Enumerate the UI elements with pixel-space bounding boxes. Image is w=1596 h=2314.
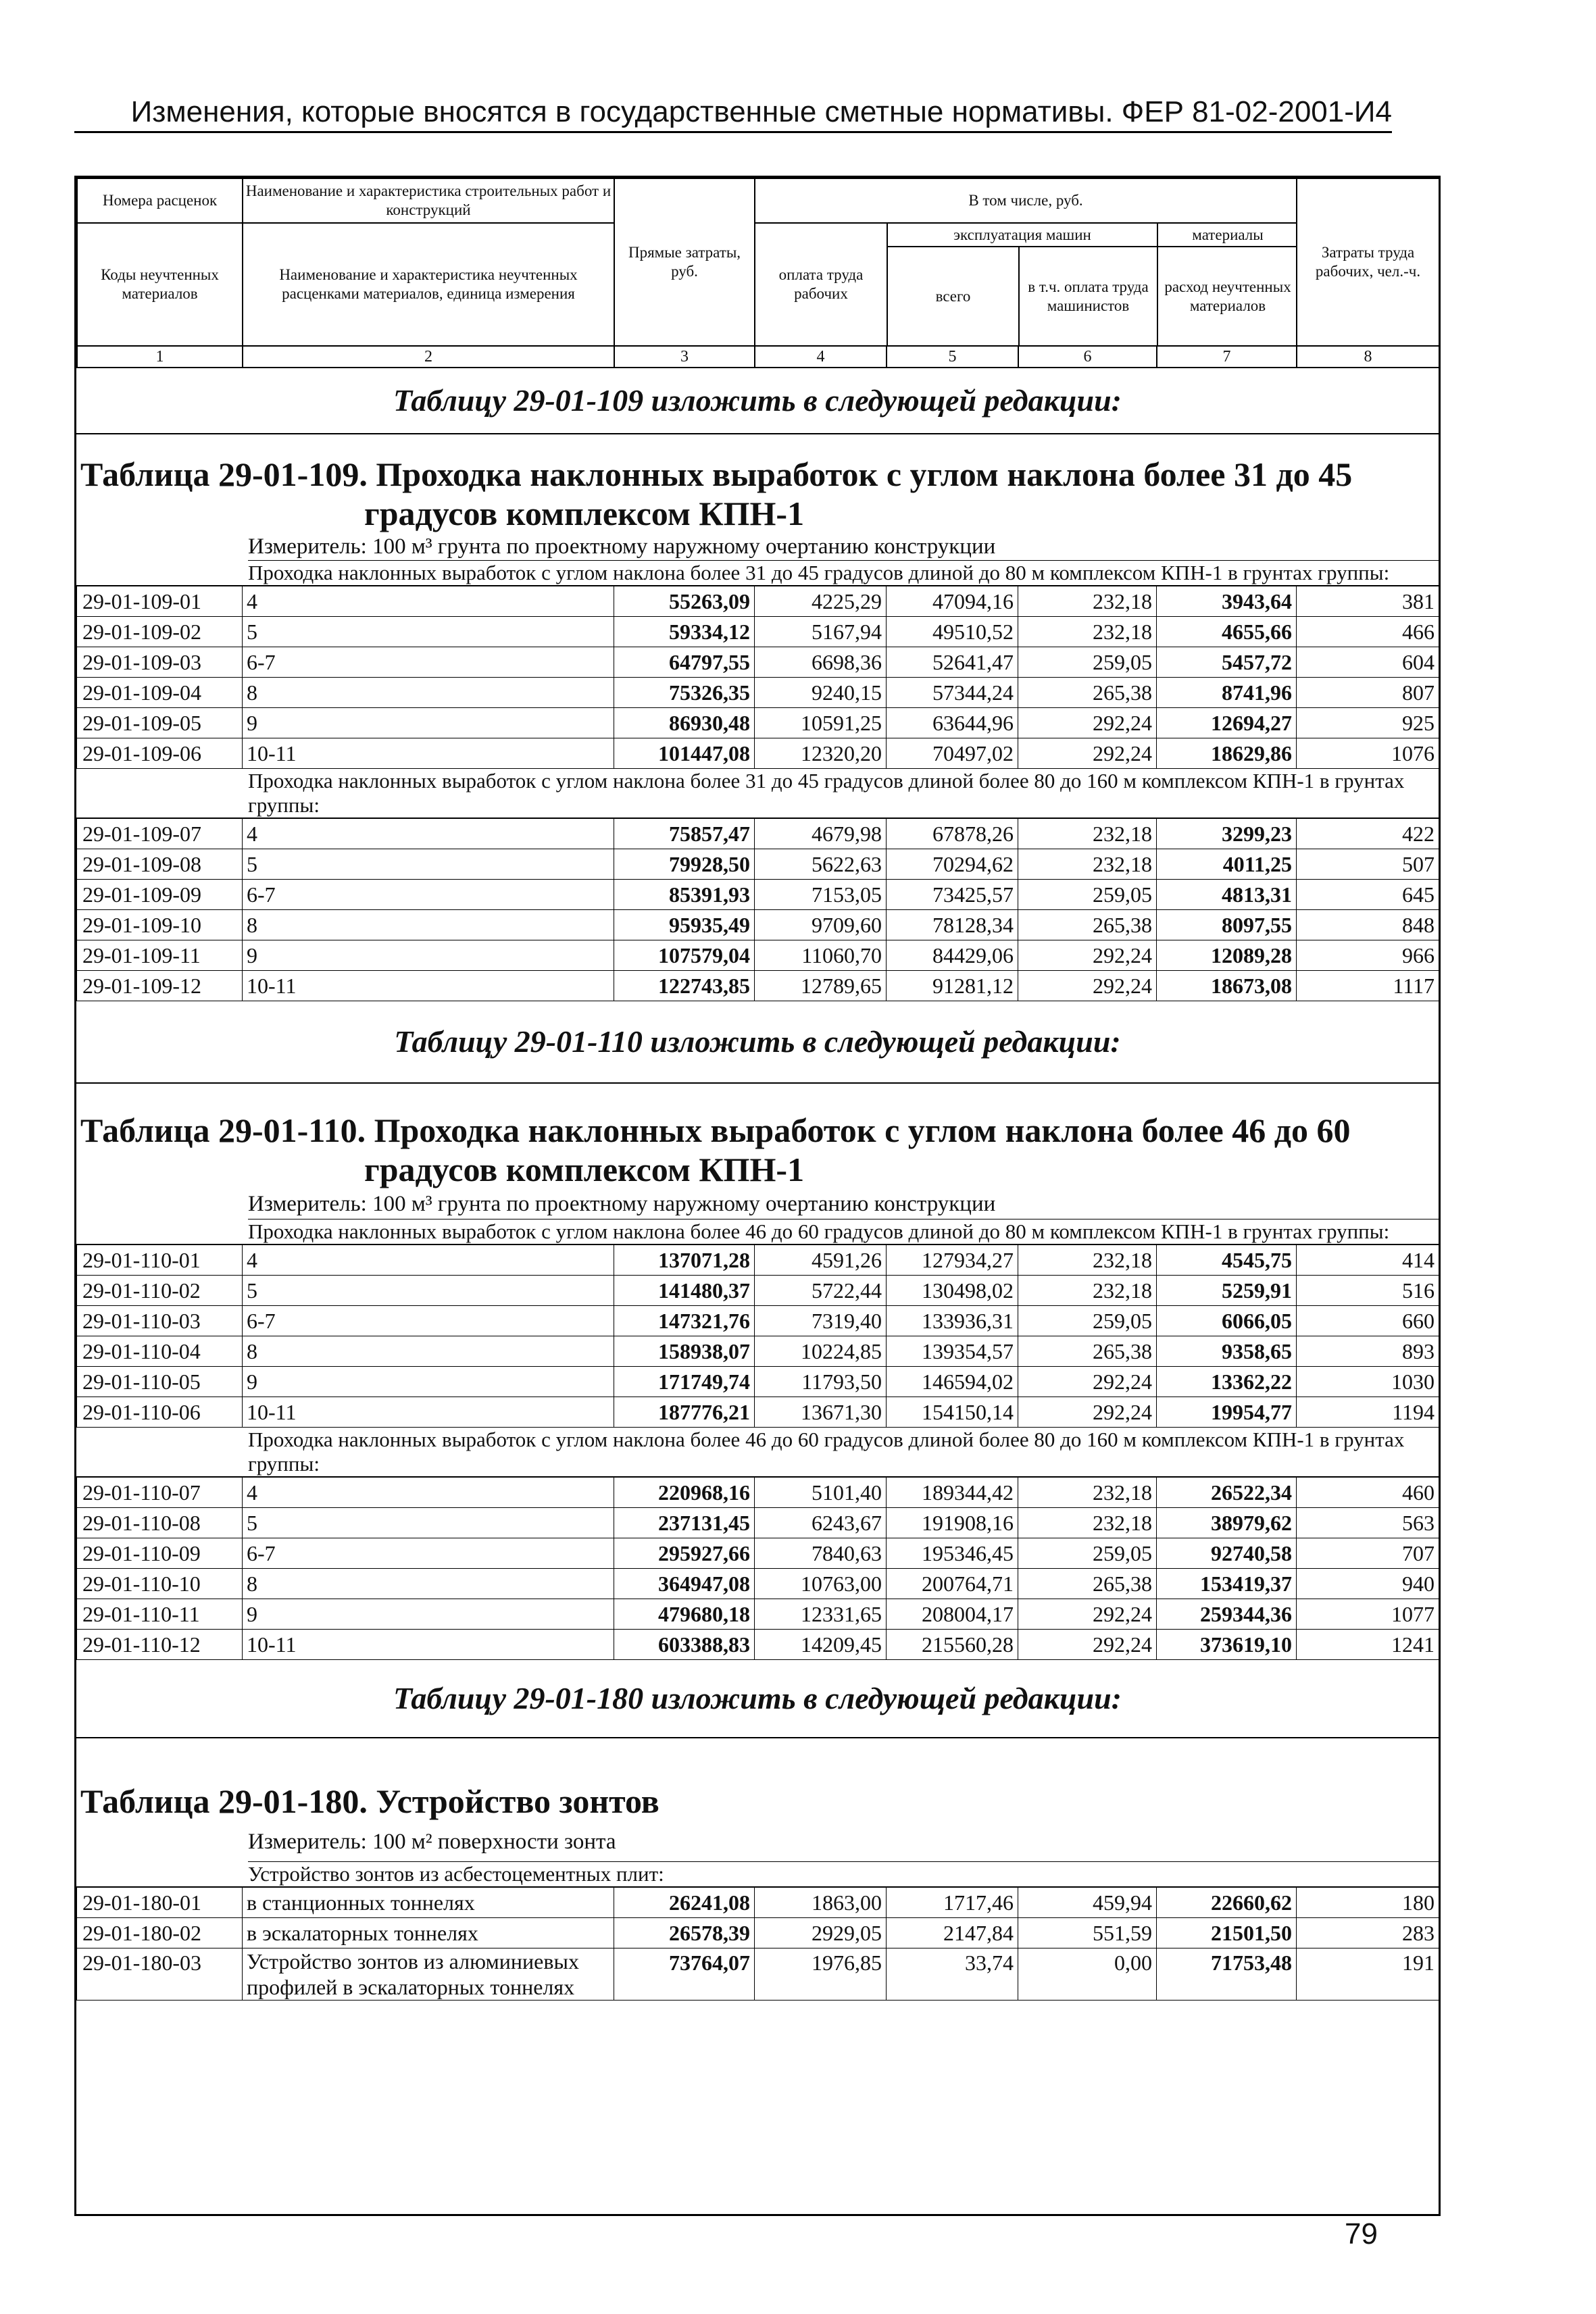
operator-labor-cost: 259,05: [1018, 880, 1157, 910]
rate-code: 29-01-180-01: [77, 1888, 243, 1918]
rate-code: 29-01-109-07: [77, 819, 243, 849]
rate-name: 6-7: [243, 647, 614, 678]
operator-labor-cost: 292,24: [1018, 1630, 1157, 1660]
labor-cost: 14209,45: [755, 1630, 887, 1660]
machine-cost: 52641,47: [887, 647, 1018, 678]
material-cost: 71753,48: [1157, 1948, 1297, 2001]
rate-name: 5: [243, 1276, 614, 1306]
labor-hours: 414: [1297, 1245, 1439, 1276]
labor-cost: 7319,40: [755, 1306, 887, 1336]
labor-hours: 516: [1297, 1276, 1439, 1306]
material-cost: 3299,23: [1157, 819, 1297, 849]
rate-code: 29-01-109-04: [77, 678, 243, 708]
labor-cost: 5101,40: [755, 1478, 887, 1508]
labor-cost: 13671,30: [755, 1397, 887, 1428]
operator-labor-cost: 232,18: [1018, 1478, 1157, 1508]
col-number: 3: [614, 346, 755, 368]
labor-cost: 4679,98: [755, 819, 887, 849]
machine-cost: 91281,12: [887, 971, 1018, 1001]
header-col8: Затраты труда рабочих, чел.-ч.: [1297, 178, 1439, 346]
operator-labor-cost: 259,05: [1018, 1538, 1157, 1569]
table-row: [77, 1367, 1439, 1397]
labor-cost: 12789,65: [755, 971, 887, 1001]
material-cost: 21501,50: [1157, 1918, 1297, 1948]
direct-cost: 26241,08: [614, 1888, 755, 1918]
direct-cost: 26578,39: [614, 1918, 755, 1948]
direct-cost: 187776,21: [614, 1397, 755, 1428]
operator-labor-cost: 265,38: [1018, 1569, 1157, 1599]
machine-cost: 200764,71: [887, 1569, 1018, 1599]
operator-labor-cost: 292,24: [1018, 708, 1157, 738]
table-row: [77, 940, 1439, 971]
machine-cost: 191908,16: [887, 1508, 1018, 1538]
rate-name: 9: [243, 708, 614, 738]
page-number: 79: [1345, 2217, 1378, 2250]
table-row: [77, 617, 1439, 647]
data-table: [76, 1887, 1439, 2001]
labor-hours: 1030: [1297, 1367, 1439, 1397]
column-header: [76, 178, 1440, 368]
rate-code: 29-01-110-10: [77, 1569, 243, 1599]
labor-cost: 4591,26: [755, 1245, 887, 1276]
header-machines: эксплуатация машин: [887, 224, 1157, 247]
operator-labor-cost: 292,24: [1018, 1367, 1157, 1397]
material-cost: 4813,31: [1157, 880, 1297, 910]
table-row: [77, 647, 1439, 678]
table-row: [77, 1276, 1439, 1306]
direct-cost: 85391,93: [614, 880, 755, 910]
direct-cost: 75326,35: [614, 678, 755, 708]
material-cost: 38979,62: [1157, 1508, 1297, 1538]
table-row: [77, 971, 1439, 1001]
rate-code: 29-01-109-01: [77, 586, 243, 617]
table-title-line2: градусов комплексом КПН-1: [364, 1151, 805, 1188]
table-row: [77, 1538, 1439, 1569]
rate-name: 6-7: [243, 1306, 614, 1336]
header-col1-top: Номера расценок: [77, 178, 243, 223]
table-row: [77, 678, 1439, 708]
table-title: [76, 1111, 1439, 1189]
machine-cost: 57344,24: [887, 678, 1018, 708]
table-row: [77, 910, 1439, 940]
machine-cost: 146594,02: [887, 1367, 1018, 1397]
machine-cost: 70497,02: [887, 738, 1018, 769]
table-row: [77, 1306, 1439, 1336]
machine-cost: 73425,57: [887, 880, 1018, 910]
measurer: Измеритель: 100 м³ грунта по проектному наружному очертанию конструкции: [248, 1189, 1439, 1219]
labor-cost: 9709,60: [755, 910, 887, 940]
col-number: 5: [887, 346, 1018, 368]
rate-name: 6-7: [243, 1538, 614, 1569]
labor-cost: 6698,36: [755, 647, 887, 678]
rate-code: 29-01-110-03: [77, 1306, 243, 1336]
header-col6: в т.ч. оплата труда машинистов: [1019, 247, 1157, 345]
section-instruction: Таблицу 29-01-180 изложить в следующей редакции:: [76, 1660, 1439, 1738]
operator-labor-cost: 292,24: [1018, 738, 1157, 769]
operator-labor-cost: 232,18: [1018, 1276, 1157, 1306]
header-col5: всего: [887, 247, 1019, 345]
operator-labor-cost: 551,59: [1018, 1918, 1157, 1948]
machine-cost: 195346,45: [887, 1538, 1018, 1569]
labor-hours: 645: [1297, 880, 1439, 910]
table-row: [77, 1918, 1439, 1948]
direct-cost: 55263,09: [614, 586, 755, 617]
col-number: 4: [755, 346, 887, 368]
labor-cost: 12320,20: [755, 738, 887, 769]
rate-code: 29-01-109-05: [77, 708, 243, 738]
material-cost: 13362,22: [1157, 1367, 1297, 1397]
section-instruction: Таблицу 29-01-110 изложить в следующей редакции:: [76, 1001, 1439, 1084]
machine-cost: 67878,26: [887, 819, 1018, 849]
labor-cost: 6243,67: [755, 1508, 887, 1538]
data-table: [76, 1244, 1439, 1428]
material-cost: 259344,36: [1157, 1599, 1297, 1630]
labor-hours: 807: [1297, 678, 1439, 708]
machine-cost: 208004,17: [887, 1599, 1018, 1630]
direct-cost: 86930,48: [614, 708, 755, 738]
table-row: [77, 880, 1439, 910]
table-title: [76, 1782, 1439, 1822]
col-number: 6: [1018, 346, 1157, 368]
material-cost: 153419,37: [1157, 1569, 1297, 1599]
table-title-line1: Таблица 29-01-110. Проходка наклонных выработок с углом наклона более 46 до 60: [80, 1111, 1351, 1149]
labor-hours: 893: [1297, 1336, 1439, 1367]
labor-cost: 10224,85: [755, 1336, 887, 1367]
header-col7: расход неучтенных материалов: [1164, 278, 1291, 314]
material-cost: 18629,86: [1157, 738, 1297, 769]
section-instruction: Таблицу 29-01-109 изложить в следующей редакции:: [76, 368, 1439, 434]
labor-hours: 1077: [1297, 1599, 1439, 1630]
rate-name: 10-11: [243, 1630, 614, 1660]
material-cost: 18673,08: [1157, 971, 1297, 1001]
operator-labor-cost: 265,38: [1018, 910, 1157, 940]
labor-hours: 1076: [1297, 738, 1439, 769]
col-number: 8: [1297, 346, 1439, 368]
machine-cost: 47094,16: [887, 586, 1018, 617]
rate-name: в эскалаторных тоннелях: [243, 1918, 614, 1948]
labor-hours: 925: [1297, 708, 1439, 738]
rate-name: 10-11: [243, 738, 614, 769]
operator-labor-cost: 292,24: [1018, 940, 1157, 971]
operator-labor-cost: 459,94: [1018, 1888, 1157, 1918]
material-cost: 6066,05: [1157, 1306, 1297, 1336]
operator-labor-cost: 232,18: [1018, 586, 1157, 617]
header-materials: материалы: [1157, 224, 1297, 247]
labor-hours: 460: [1297, 1478, 1439, 1508]
rate-code: 29-01-110-09: [77, 1538, 243, 1569]
labor-hours: 283: [1297, 1918, 1439, 1948]
rate-name: 9: [243, 1599, 614, 1630]
table-row: [77, 1478, 1439, 1508]
labor-cost: 1863,00: [755, 1888, 887, 1918]
operator-labor-cost: 265,38: [1018, 1336, 1157, 1367]
header-col1-bottom: Коды неучтенных материалов: [77, 223, 243, 346]
rate-code: 29-01-110-07: [77, 1478, 243, 1508]
labor-cost: 10591,25: [755, 708, 887, 738]
machine-cost: 49510,52: [887, 617, 1018, 647]
material-cost: 3943,64: [1157, 586, 1297, 617]
machine-cost: 130498,02: [887, 1276, 1018, 1306]
rate-name: 6-7: [243, 880, 614, 910]
labor-hours: 180: [1297, 1888, 1439, 1918]
labor-cost: 12331,65: [755, 1599, 887, 1630]
col-number: 7: [1157, 346, 1297, 368]
table-title-line1: Таблица 29-01-109. Проходка наклонных выработок с углом наклона более 31 до 45: [80, 455, 1353, 493]
rate-code: 29-01-110-06: [77, 1397, 243, 1428]
labor-cost: 9240,15: [755, 678, 887, 708]
rate-name: 9: [243, 940, 614, 971]
rate-code: 29-01-109-11: [77, 940, 243, 971]
direct-cost: 137071,28: [614, 1245, 755, 1276]
machine-cost: 63644,96: [887, 708, 1018, 738]
labor-hours: 1241: [1297, 1630, 1439, 1660]
labor-cost: 5722,44: [755, 1276, 887, 1306]
material-cost: 4655,66: [1157, 617, 1297, 647]
direct-cost: 147321,76: [614, 1306, 755, 1336]
operator-labor-cost: 292,24: [1018, 1599, 1157, 1630]
group-heading: Устройство зонтов из асбестоцементных плит:: [76, 1862, 1439, 1887]
machine-cost: 33,74: [887, 1948, 1018, 2001]
rate-name: 9: [243, 1367, 614, 1397]
rate-name: 8: [243, 1569, 614, 1599]
table-row: [77, 849, 1439, 880]
table-row: [77, 819, 1439, 849]
rate-name: 4: [243, 819, 614, 849]
machine-cost: 84429,06: [887, 940, 1018, 971]
rate-name: 5: [243, 617, 614, 647]
direct-cost: 479680,18: [614, 1599, 755, 1630]
header-col2-bottom: Наименование и характеристика неучтенных расценками материалов, единица измерения: [243, 223, 614, 346]
machine-cost: 215560,28: [887, 1630, 1018, 1660]
header-col2-top: Наименование и характеристика строительных работ и конструкций: [243, 178, 614, 223]
rate-code: 29-01-110-08: [77, 1508, 243, 1538]
table-row: [77, 1630, 1439, 1660]
labor-hours: 966: [1297, 940, 1439, 971]
rate-name: в станционных тоннелях: [243, 1888, 614, 1918]
rate-code: 29-01-109-03: [77, 647, 243, 678]
rate-code: 29-01-110-02: [77, 1276, 243, 1306]
direct-cost: 220968,16: [614, 1478, 755, 1508]
material-cost: 373619,10: [1157, 1630, 1297, 1660]
material-cost: 8741,96: [1157, 678, 1297, 708]
rate-name: 4: [243, 1478, 614, 1508]
table-row: [77, 586, 1439, 617]
direct-cost: 158938,07: [614, 1336, 755, 1367]
machine-cost: 133936,31: [887, 1306, 1018, 1336]
table-row: [77, 1397, 1439, 1428]
col-number: 1: [77, 346, 243, 368]
rate-code: 29-01-180-03: [77, 1948, 243, 2001]
table-title-line2: градусов комплексом КПН-1: [364, 495, 805, 532]
table-title-line1: Таблица 29-01-180. Устройство зонтов: [80, 1782, 659, 1820]
table-row: [77, 1599, 1439, 1630]
material-cost: 4011,25: [1157, 849, 1297, 880]
operator-labor-cost: 292,24: [1018, 971, 1157, 1001]
data-table: [76, 586, 1439, 769]
labor-cost: 7840,63: [755, 1538, 887, 1569]
measurer: Измеритель: 100 м² поверхности зонта: [248, 1822, 1439, 1862]
rate-code: 29-01-110-12: [77, 1630, 243, 1660]
operator-labor-cost: 292,24: [1018, 1397, 1157, 1428]
rate-code: 29-01-109-09: [77, 880, 243, 910]
estimate-table-frame: [74, 176, 1441, 2216]
machine-cost: 189344,42: [887, 1478, 1018, 1508]
table-row: [77, 738, 1439, 769]
material-cost: 4545,75: [1157, 1245, 1297, 1276]
rate-name: 8: [243, 910, 614, 940]
direct-cost: 364947,08: [614, 1569, 755, 1599]
document-title: Изменения, которые вносятся в государственные сметные нормативы. ФЕР 81-02-2001-И4: [74, 93, 1392, 133]
col-number: 2: [243, 346, 614, 368]
direct-cost: 101447,08: [614, 738, 755, 769]
rate-code: 29-01-110-04: [77, 1336, 243, 1367]
labor-cost: 4225,29: [755, 586, 887, 617]
data-table: [76, 818, 1439, 1001]
direct-cost: 295927,66: [614, 1538, 755, 1569]
rate-code: 29-01-110-01: [77, 1245, 243, 1276]
rate-name: 4: [243, 586, 614, 617]
group-heading: Проходка наклонных выработок с углом наклона более 46 до 60 градусов длиной более 80 до 160 м комплексом КПН-1 в грунтах группы:: [76, 1428, 1439, 1477]
labor-hours: 660: [1297, 1306, 1439, 1336]
operator-labor-cost: 232,18: [1018, 1508, 1157, 1538]
rate-code: 29-01-109-12: [77, 971, 243, 1001]
direct-cost: 75857,47: [614, 819, 755, 849]
labor-hours: 563: [1297, 1508, 1439, 1538]
operator-labor-cost: 0,00: [1018, 1948, 1157, 2001]
labor-hours: 604: [1297, 647, 1439, 678]
table-row: [77, 708, 1439, 738]
operator-labor-cost: 265,38: [1018, 678, 1157, 708]
material-cost: 5259,91: [1157, 1276, 1297, 1306]
rate-name: 8: [243, 1336, 614, 1367]
rate-name: 10-11: [243, 1397, 614, 1428]
labor-cost: 11793,50: [755, 1367, 887, 1397]
operator-labor-cost: 259,05: [1018, 1306, 1157, 1336]
machine-cost: 78128,34: [887, 910, 1018, 940]
machine-cost: 1717,46: [887, 1888, 1018, 1918]
material-cost: 5457,72: [1157, 647, 1297, 678]
labor-cost: 7153,05: [755, 880, 887, 910]
rate-code: 29-01-109-06: [77, 738, 243, 769]
labor-hours: 1194: [1297, 1397, 1439, 1428]
rate-name: 5: [243, 849, 614, 880]
labor-hours: 848: [1297, 910, 1439, 940]
direct-cost: 171749,74: [614, 1367, 755, 1397]
material-cost: 19954,77: [1157, 1397, 1297, 1428]
direct-cost: 603388,83: [614, 1630, 755, 1660]
table-title: [76, 455, 1439, 533]
rate-code: 29-01-109-08: [77, 849, 243, 880]
rate-code: 29-01-180-02: [77, 1918, 243, 1948]
table-row: [77, 1336, 1439, 1367]
group-heading: Проходка наклонных выработок с углом наклона более 46 до 60 градусов длиной до 80 м комплексом КПН-1 в грунтах группы:: [76, 1219, 1439, 1244]
labor-hours: 191: [1297, 1948, 1439, 2001]
direct-cost: 95935,49: [614, 910, 755, 940]
rate-name: 4: [243, 1245, 614, 1276]
labor-hours: 707: [1297, 1538, 1439, 1569]
header-incl: В том числе, руб.: [755, 178, 1297, 223]
measurer: Измеритель: 100 м³ грунта по проектному наружному очертанию конструкции: [248, 533, 1439, 561]
rate-code: 29-01-109-02: [77, 617, 243, 647]
material-cost: 9358,65: [1157, 1336, 1297, 1367]
labor-hours: 940: [1297, 1569, 1439, 1599]
table-row: [77, 1245, 1439, 1276]
header-col4: оплата труда рабочих: [755, 224, 887, 345]
material-cost: 8097,55: [1157, 910, 1297, 940]
rate-name: Устройство зонтов из алюминиевых профилей в эскалаторных тоннелях: [243, 1948, 614, 2001]
operator-labor-cost: 232,18: [1018, 819, 1157, 849]
direct-cost: 59334,12: [614, 617, 755, 647]
rate-name: 8: [243, 678, 614, 708]
rate-code: 29-01-109-10: [77, 910, 243, 940]
data-table: [76, 1477, 1439, 1660]
machine-cost: 154150,14: [887, 1397, 1018, 1428]
sections-container: [76, 368, 1439, 2001]
labor-cost: 10763,00: [755, 1569, 887, 1599]
machine-cost: 127934,27: [887, 1245, 1018, 1276]
labor-cost: 5167,94: [755, 617, 887, 647]
labor-hours: 422: [1297, 819, 1439, 849]
labor-hours: 507: [1297, 849, 1439, 880]
labor-hours: 381: [1297, 586, 1439, 617]
table-row: [77, 1948, 1439, 2001]
table-row: [77, 1569, 1439, 1599]
rate-name: 10-11: [243, 971, 614, 1001]
rate-name: 5: [243, 1508, 614, 1538]
machine-cost: 2147,84: [887, 1918, 1018, 1948]
operator-labor-cost: 232,18: [1018, 617, 1157, 647]
direct-cost: 237131,45: [614, 1508, 755, 1538]
table-row: [77, 1888, 1439, 1918]
direct-cost: 107579,04: [614, 940, 755, 971]
material-cost: 12694,27: [1157, 708, 1297, 738]
operator-labor-cost: 232,18: [1018, 849, 1157, 880]
material-cost: 92740,58: [1157, 1538, 1297, 1569]
group-heading: Проходка наклонных выработок с углом наклона более 31 до 45 градусов длиной до 80 м комплексом КПН-1 в грунтах группы:: [76, 561, 1439, 586]
material-cost: 12089,28: [1157, 940, 1297, 971]
table-row: [77, 1508, 1439, 1538]
group-heading: Проходка наклонных выработок с углом наклона более 31 до 45 градусов длиной более 80 до 160 м комплексом КПН-1 в грунтах группы:: [76, 769, 1439, 818]
labor-hours: 1117: [1297, 971, 1439, 1001]
machine-cost: 139354,57: [887, 1336, 1018, 1367]
direct-cost: 141480,37: [614, 1276, 755, 1306]
direct-cost: 79928,50: [614, 849, 755, 880]
rate-code: 29-01-110-11: [77, 1599, 243, 1630]
header-col3: Прямые затраты, руб.: [614, 178, 755, 346]
labor-cost: 11060,70: [755, 940, 887, 971]
labor-hours: 466: [1297, 617, 1439, 647]
labor-cost: 2929,05: [755, 1918, 887, 1948]
direct-cost: 122743,85: [614, 971, 755, 1001]
material-cost: 22660,62: [1157, 1888, 1297, 1918]
operator-labor-cost: 232,18: [1018, 1245, 1157, 1276]
direct-cost: 64797,55: [614, 647, 755, 678]
material-cost: 26522,34: [1157, 1478, 1297, 1508]
labor-cost: 5622,63: [755, 849, 887, 880]
direct-cost: 73764,07: [614, 1948, 755, 2001]
rate-code: 29-01-110-05: [77, 1367, 243, 1397]
operator-labor-cost: 259,05: [1018, 647, 1157, 678]
machine-cost: 70294,62: [887, 849, 1018, 880]
labor-cost: 1976,85: [755, 1948, 887, 2001]
